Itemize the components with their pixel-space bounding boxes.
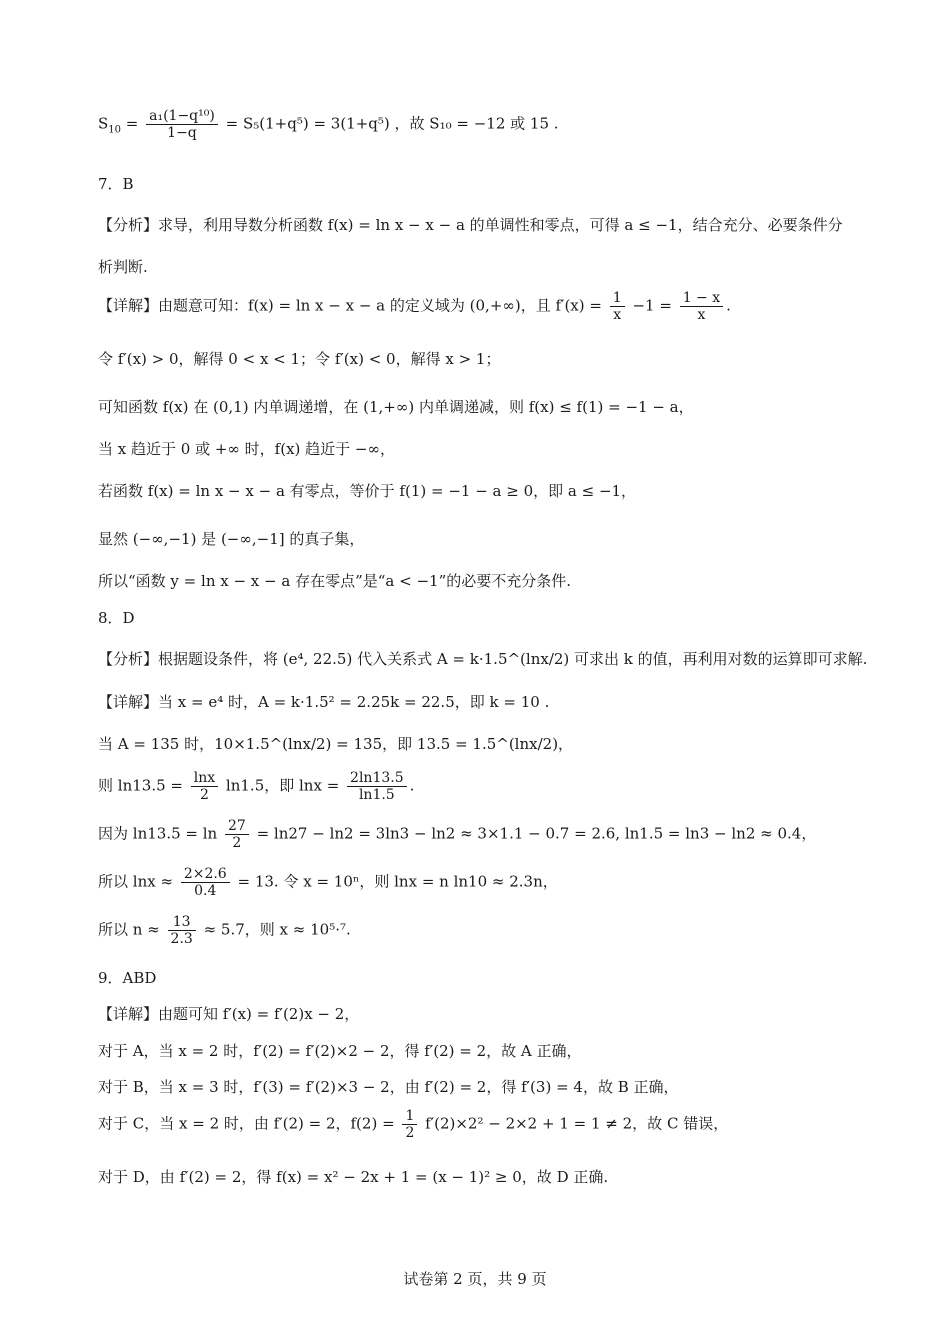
q8-line-6-a: 所以 n ≈ <box>98 920 160 939</box>
q8-line-3-c: . <box>409 776 415 795</box>
q9-line-4-frac-num: 1 <box>402 1108 417 1125</box>
q8-line-5-b: = 13. 令 x = 10ⁿ，则 lnx = n ln10 ≈ 2.3n， <box>237 872 558 891</box>
q8-line-6 <box>98 914 351 947</box>
q8-number: 8．D <box>98 609 135 627</box>
q8-line-3 <box>98 770 414 803</box>
q9-line-1: 【详解】由题可知 f′(x) = f′(2)x − 2， <box>98 1005 360 1023</box>
q8-line-6-frac <box>168 914 196 947</box>
q9-line-4 <box>98 1108 728 1141</box>
q9-line-5: 对于 D，由 f′(2) = 2，得 f(x) = x² − 2x + 1 = (x − 1)² ≥ 0，故 D 正确. <box>98 1168 609 1186</box>
q7-detail-1 <box>98 290 731 323</box>
q7-frac-1-den: x <box>613 307 622 323</box>
q7-analysis-2: 析判断. <box>98 258 148 276</box>
q8-line-4-b: = ln27 − ln2 = 3ln3 − ln2 ≈ 3×1.1 − 0.7 = 2.6, ln1.5 = ln3 − ln2 ≈ 0.4， <box>256 824 817 843</box>
q7-line-6: 显然 (−∞,−1) 是 (−∞,−1] 的真子集， <box>98 530 365 548</box>
q7-line-3: 可知函数 f(x) 在 (0,1) 内单调递增，在 (1,+∞) 内单调递减，则 f(x) ≤ f(1) = −1 − a， <box>98 398 694 416</box>
q8-line-3-frac-2 <box>347 770 407 803</box>
q9-line-4-a: 对于 C，当 x = 2 时，由 f′(2) = 2，f(2) = <box>98 1114 395 1133</box>
s10-frac-numerator: a₁(1−q¹⁰) <box>146 108 218 125</box>
s10-frac-denominator: 1−q <box>167 125 197 141</box>
q8-line-3-a: 则 ln13.5 = <box>98 776 183 795</box>
q7-frac-1 <box>610 290 625 323</box>
q9-line-4-frac <box>402 1108 417 1141</box>
s10-fraction <box>146 108 218 141</box>
page-footer: 试卷第 2 页，共 9 页 <box>403 1270 547 1288</box>
q8-line-3-frac-1-num: lnx <box>191 770 218 787</box>
q8-line-2: 当 A = 135 时，10×1.5^(lnx/2) = 135，即 13.5 = 1.5^(lnx/2)， <box>98 735 574 753</box>
q8-line-3-frac-2-den: ln1.5 <box>358 787 395 803</box>
q8-line-4-a: 因为 ln13.5 = ln <box>98 824 218 843</box>
s10-symbol: S <box>98 114 109 133</box>
q8-line-3-frac-2-num: 2ln13.5 <box>347 770 407 787</box>
q7-detail-end: . <box>726 296 731 315</box>
q8-line-5-frac <box>181 866 230 899</box>
q9-number: 9．ABD <box>98 969 157 987</box>
q9-line-4-b: f′(2)×2² − 2×2 + 1 = 1 ≠ 2，故 C 错误， <box>425 1114 729 1133</box>
q8-line-6-frac-num: 13 <box>168 914 196 931</box>
q8-line-5-a: 所以 lnx ≈ <box>98 872 174 891</box>
q8-line-4-frac <box>225 818 249 851</box>
q8-line-3-frac-1-den: 2 <box>199 787 209 803</box>
q8-line-3-frac-1 <box>191 770 218 803</box>
q7-line-5: 若函数 f(x) = ln x − x − a 有零点，等价于 f(1) = −1 − a ≥ 0，即 a ≤ −1， <box>98 482 637 500</box>
q8-analysis: 【分析】根据题设条件，将 (e⁴, 22.5) 代入关系式 A = k·1.5^(lnx/2) 可求出 k 的值，再利用对数的运算即可求解. <box>98 650 868 668</box>
q8-line-5-frac-den: 0.4 <box>194 883 217 899</box>
q8-line-5-frac-num: 2×2.6 <box>181 866 230 883</box>
q7-line-7: 所以“函数 y = ln x − x − a 存在零点”是“a < −1”的必要不充分条件. <box>98 572 572 590</box>
q7-detail-mid: −1 = <box>632 296 672 315</box>
s10-sub: 10 <box>108 124 122 136</box>
q8-line-6-b: ≈ 5.7，则 x ≈ 10⁵·⁷. <box>203 920 351 939</box>
q7-line-4: 当 x 趋近于 0 或 +∞ 时，f(x) 趋近于 −∞， <box>98 440 395 458</box>
q7-line-2: 令 f′(x) > 0，解得 0 < x < 1；令 f′(x) < 0，解得 x > 1； <box>98 350 501 368</box>
s10-line: $S_{10}$ = $\frac{\text{a₁(1−q¹⁰)}}{1-q}$ = S₅(1+q⁵) = 3(1+q⁵) ，故 S₁₀ = −12 或 15 . <box>98 108 559 141</box>
q8-line-1: 【详解】当 x = e⁴ 时，A = k·1.5² = 2.25k = 22.5，即 k = 10 . <box>98 693 550 711</box>
q7-detail-1-text: 【详解】由题意可知：f(x) = ln x − x − a 的定义域为 (0,+∞)，且 f′(x) = <box>98 296 602 315</box>
q7-frac-2 <box>680 290 723 323</box>
q8-line-4 <box>98 818 816 851</box>
q7-frac-2-den: x <box>697 307 706 323</box>
q9-line-3: 对于 B，当 x = 3 时，f′(3) = f′(2)×3 − 2，由 f′(2) = 2，得 f′(3) = 4，故 B 正确， <box>98 1078 679 1096</box>
q8-line-6-frac-den: 2.3 <box>170 931 193 947</box>
q8-line-4-frac-den: 2 <box>232 835 242 851</box>
q7-frac-2-num: 1 − x <box>680 290 723 307</box>
s10-rest: = S₅(1+q⁵) = 3(1+q⁵) ，故 S₁₀ = −12 或 15 . <box>225 114 559 133</box>
q8-line-5 <box>98 866 558 899</box>
q7-analysis-1: 【分析】求导，利用导数分析函数 f(x) = ln x − x − a 的单调性和零点，可得 a ≤ −1，结合充分、必要条件分 <box>98 216 843 234</box>
q9-line-2: 对于 A，当 x = 2 时，f′(2) = f′(2)×2 − 2，得 f′(2) = 2，故 A 正确， <box>98 1042 582 1060</box>
q7-number: 7．B <box>98 175 134 193</box>
q8-line-4-frac-num: 27 <box>225 818 249 835</box>
q8-line-3-b: ln1.5，即 lnx = <box>225 776 340 795</box>
q9-line-4-frac-den: 2 <box>405 1125 415 1141</box>
q7-frac-1-num: 1 <box>610 290 625 307</box>
